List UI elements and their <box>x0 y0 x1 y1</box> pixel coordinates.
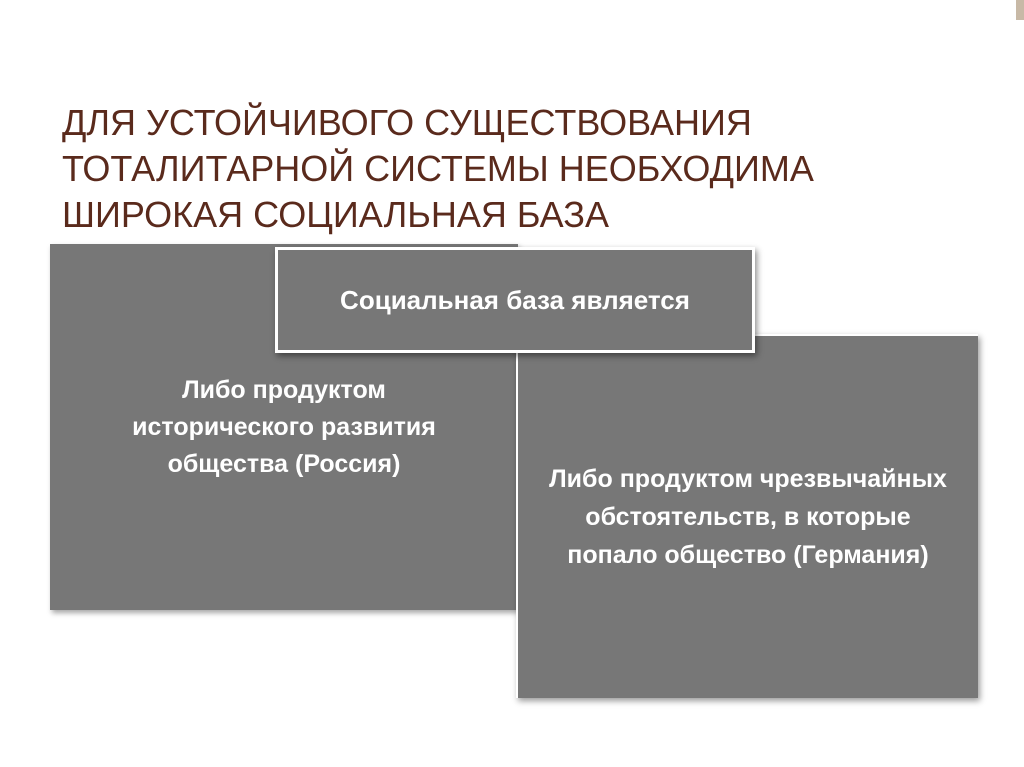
center-box-text: Социальная база является <box>340 285 690 315</box>
right-box <box>516 334 978 698</box>
slide-title: ДЛЯ УСТОЙЧИВОГО СУЩЕСТВОВАНИЯ ТОТАЛИТАРНОЙ СИСТЕМЫ НЕОБХОДИМА ШИРОКАЯ СОЦИАЛЬНАЯ БАЗА <box>62 102 814 235</box>
center-box <box>275 247 755 353</box>
top-accent-strip <box>1016 0 1024 20</box>
right-box-text: Либо продуктом чрезвычайных обстоятельств, в которые попало общество (Германия) <box>549 465 947 569</box>
left-box-text: Либо продуктом исторического развития общества (Россия) <box>132 376 436 478</box>
top-bar <box>0 0 1024 20</box>
